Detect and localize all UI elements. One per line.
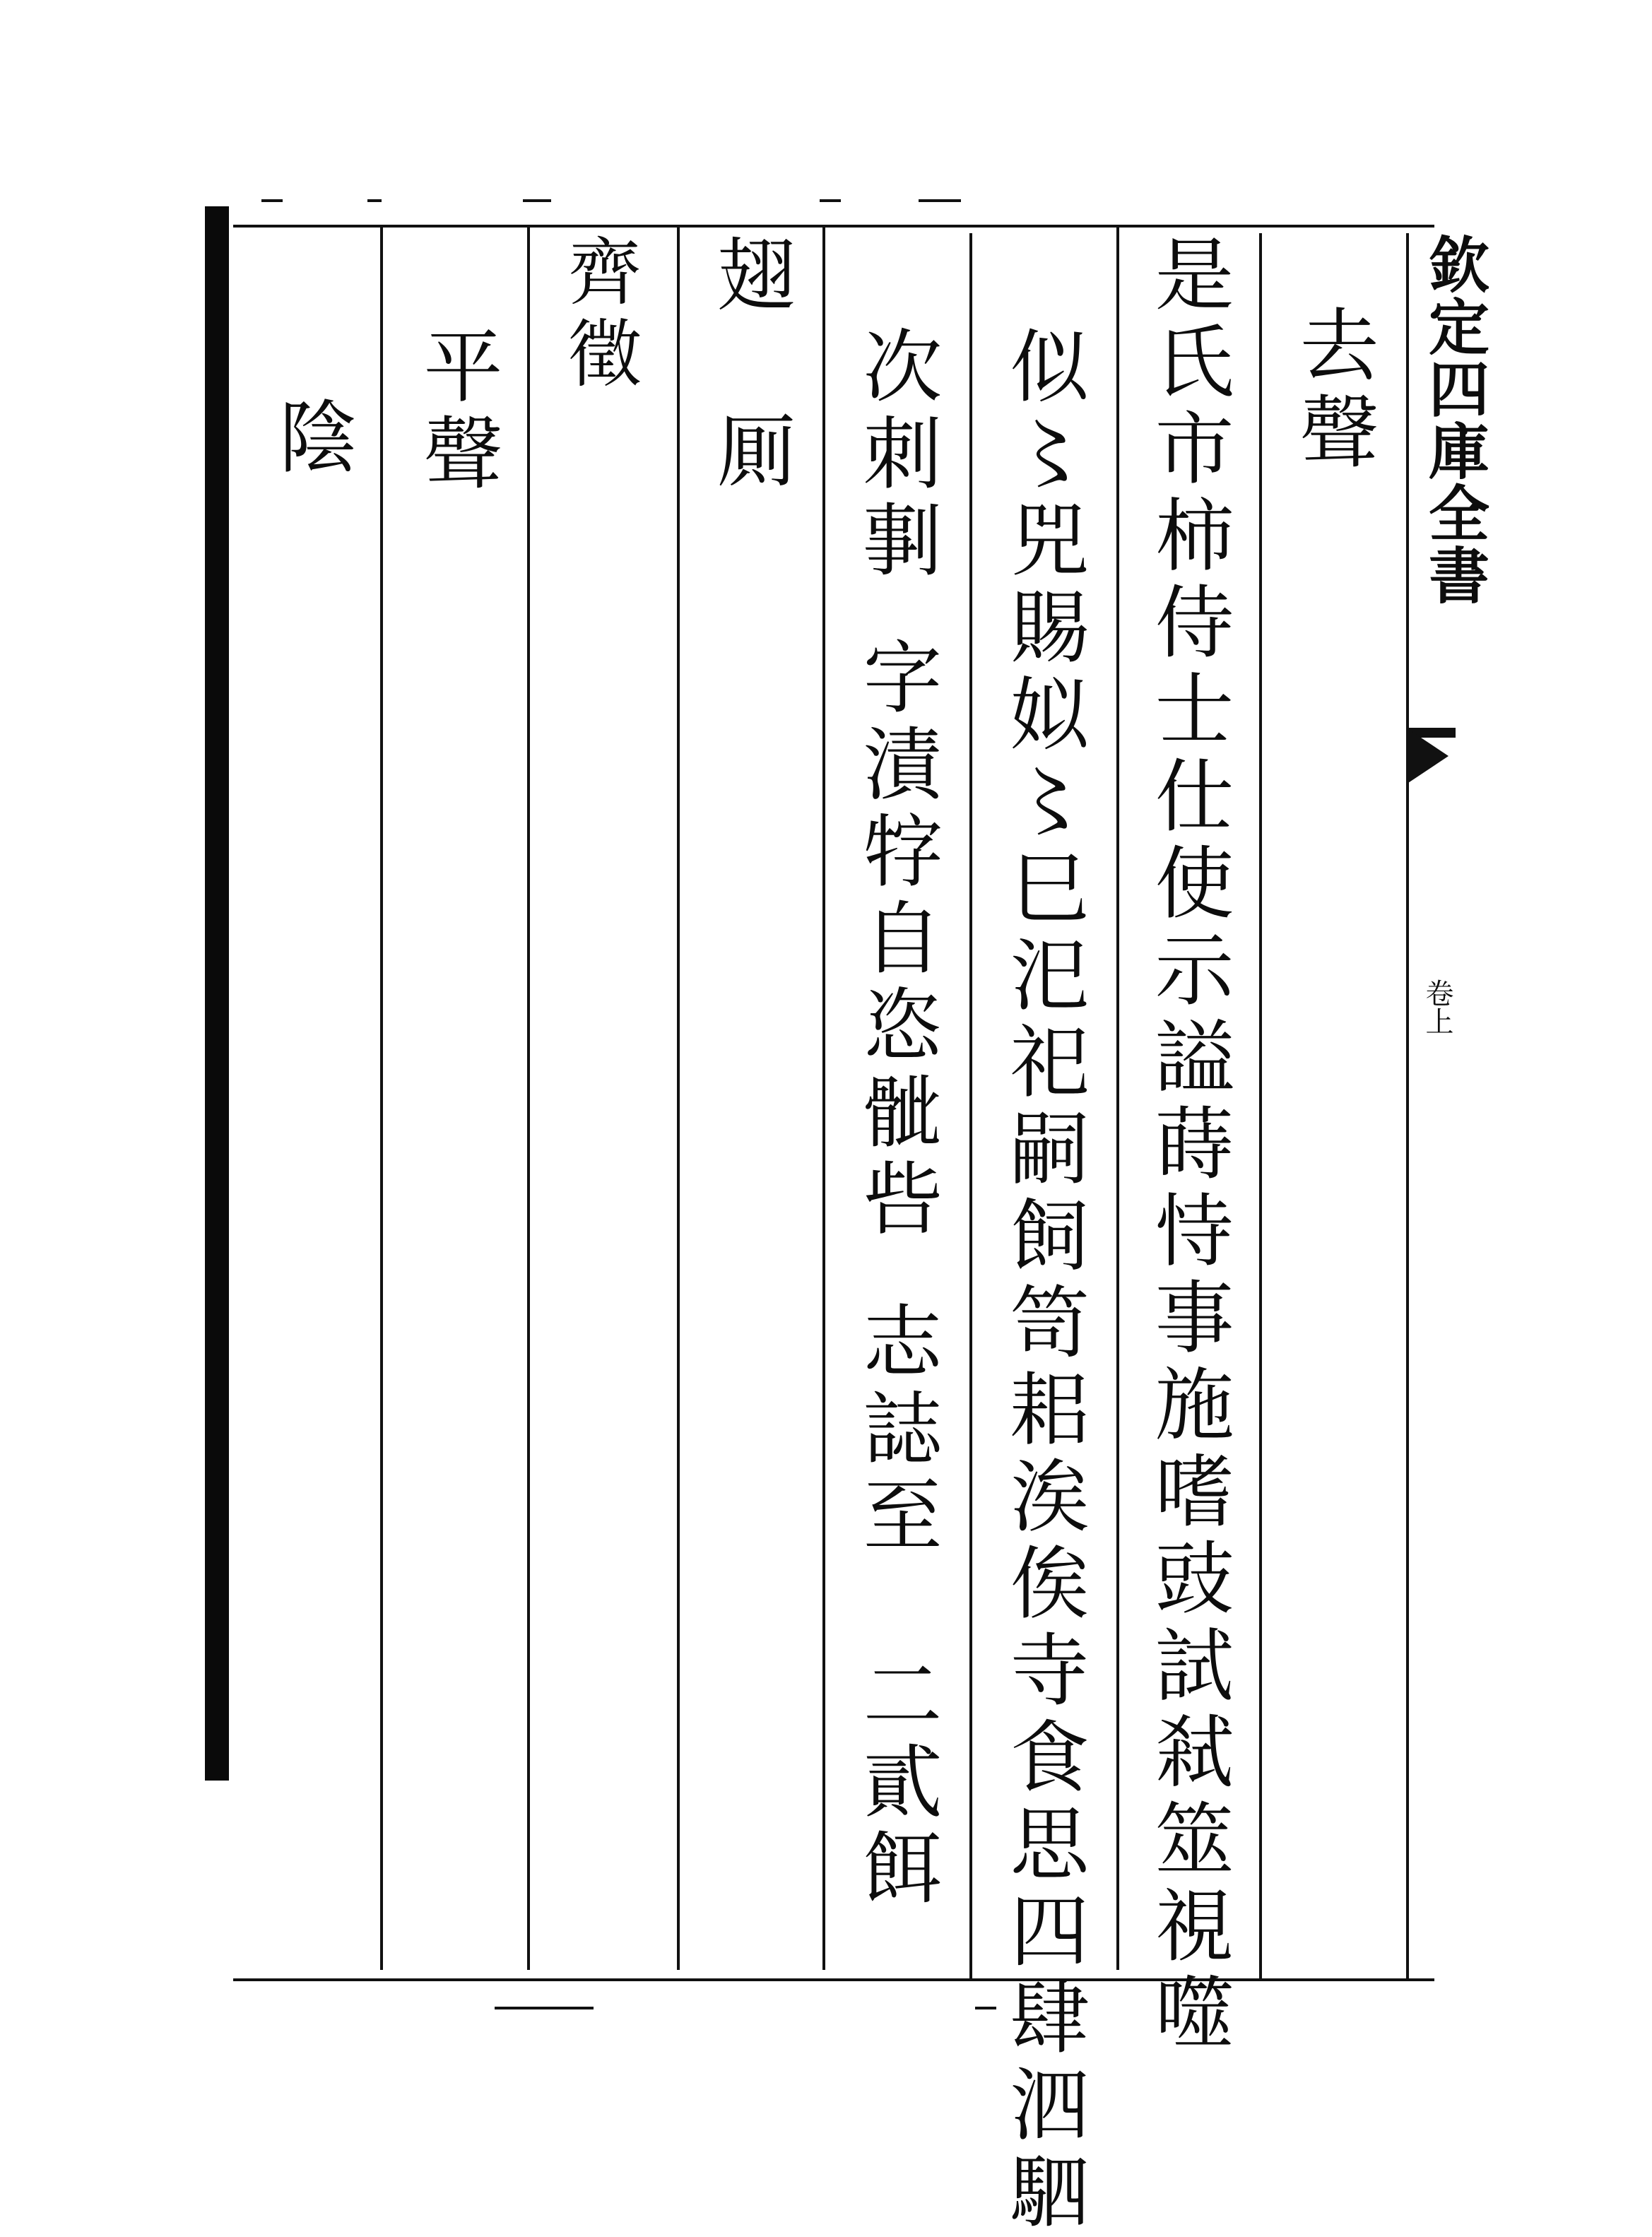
top-dash — [523, 199, 551, 202]
heading-yin: 陰 — [266, 396, 358, 483]
text-column-zi: 字漬牸自恣骴呰 — [850, 636, 942, 1244]
text-column-ce: 厠 — [704, 410, 796, 497]
top-dash — [820, 199, 841, 202]
text-column-er: 二貳餌 — [850, 1653, 942, 1914]
text-column-zhi: 志誌至 — [850, 1300, 942, 1561]
top-dash — [367, 199, 382, 202]
top-dash — [261, 199, 283, 202]
column-rule — [677, 225, 680, 1970]
column-rule — [1116, 225, 1119, 1970]
margin-volume-label: 卷上 — [1421, 979, 1453, 1035]
text-column-shi: 是氏市柿侍士仕使示謚蒔恃事施嗜豉試弒筮視噬 — [1142, 233, 1234, 2058]
top-dash — [919, 199, 961, 202]
column-rule — [380, 225, 383, 1970]
column-rule — [527, 225, 530, 1970]
column-rule — [822, 225, 825, 1970]
bottom-frame-rule — [233, 1978, 1434, 1981]
heading-pingsheng: 平聲 — [411, 325, 502, 499]
page-spine-border — [205, 206, 229, 1781]
top-frame-rule — [233, 225, 1434, 228]
column-rule — [1259, 233, 1262, 1978]
text-column-si: 似〻兕賜姒〻巳汜祀嗣飼笥耜涘俟寺食思四肆泗駟 — [997, 325, 1089, 2237]
column-rule — [1406, 233, 1409, 1978]
column-rule — [969, 233, 972, 1978]
bottom-dash — [495, 2007, 594, 2009]
text-column-chi: 翅 — [704, 233, 796, 320]
fishtail-notch — [1406, 728, 1449, 784]
bottom-dash — [975, 2007, 996, 2009]
text-column-ci: 次刺剚 — [850, 325, 942, 586]
rhyme-heading-qiwei: 齊徵 — [555, 233, 642, 397]
margin-book-title: 欽定四庫全書 — [1418, 233, 1489, 606]
heading-qusheng: 去聲 — [1287, 304, 1379, 478]
